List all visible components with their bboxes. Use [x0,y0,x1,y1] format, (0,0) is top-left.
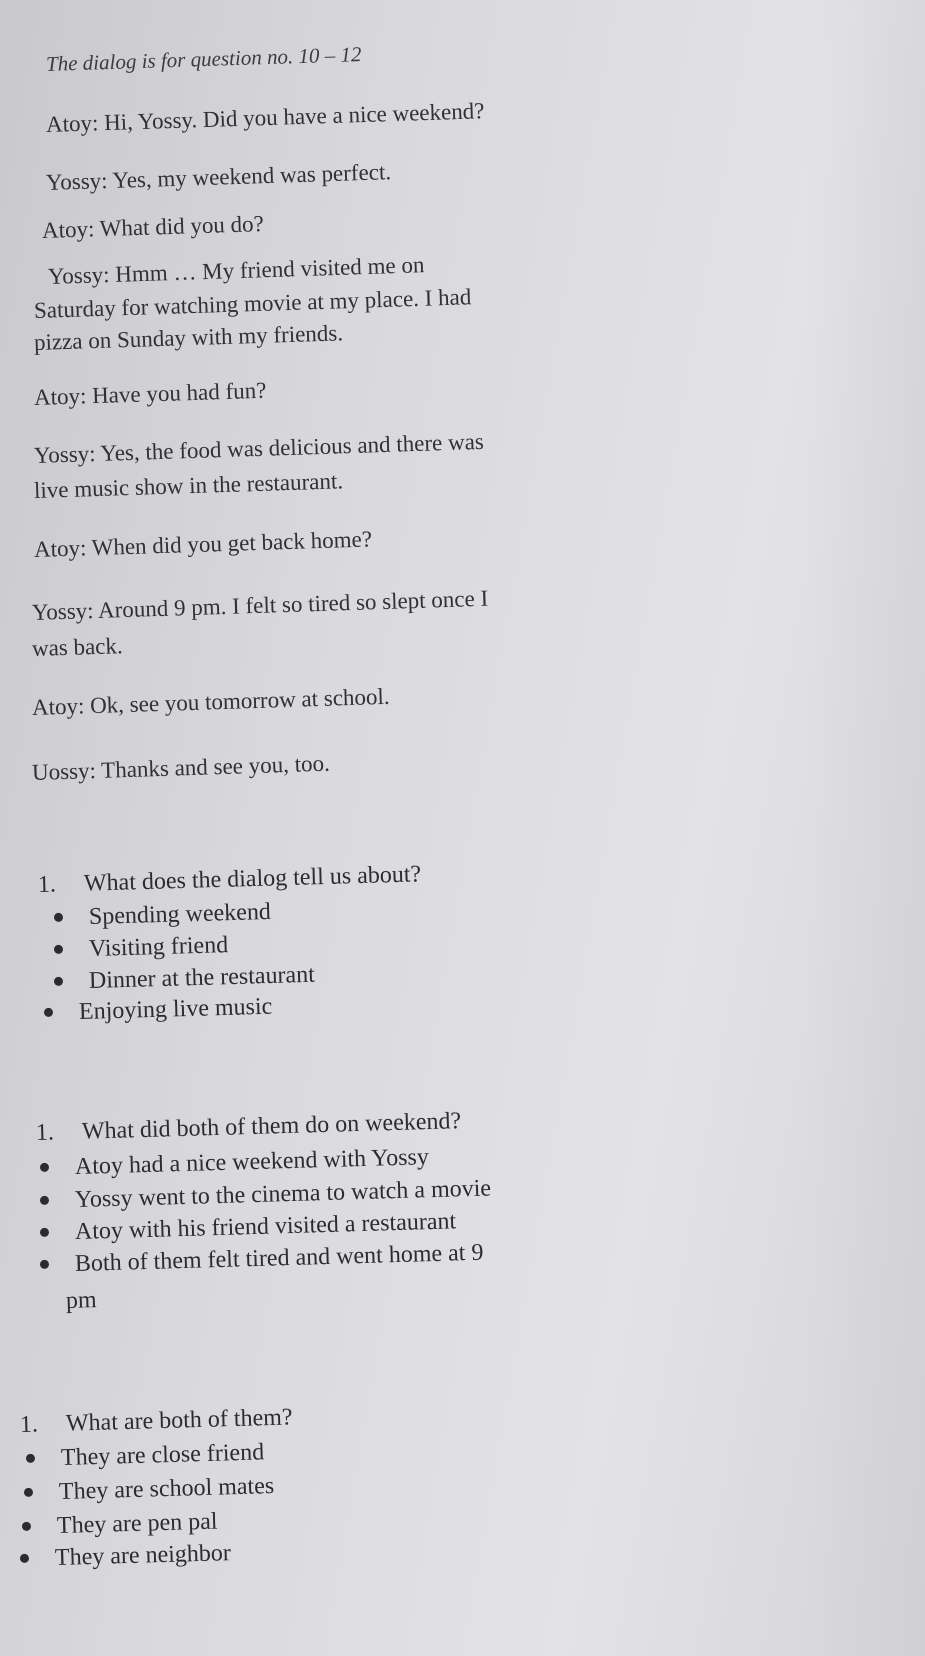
option-text: Spending weekend [88,898,272,931]
dialog-line: Yossy: Hmm … My friend visited me on [47,252,425,289]
dialog-line: Atoy: When did you get back home? [33,526,373,562]
question-2 [36,1108,462,1147]
dialog-line: Saturday for watching movie at my place. I had [33,284,472,323]
question-number: 1. [37,871,57,898]
option-item [54,899,272,932]
option-item [40,1240,484,1279]
dialog-line: Yossy: Yes, the food was delicious and there was [33,428,485,468]
bullet-icon [40,1196,49,1205]
bullet-icon [26,1454,35,1463]
option-item [22,1509,218,1541]
option-text: They are school mates [58,1473,275,1506]
option-item [54,962,316,996]
question-text: What are both of them? [65,1404,293,1437]
option-item [54,932,229,964]
bullet-icon [20,1554,29,1563]
question-number: 1. [19,1411,39,1438]
question-3 [20,1404,293,1439]
option-text: They are neighbor [54,1540,232,1572]
option-text: Atoy had a nice weekend with Yossy [74,1144,430,1181]
option-text: They are close friend [60,1439,265,1472]
option-text: Both of them felt tired and went home at 9 [74,1239,484,1278]
option-item [26,1439,265,1473]
option-text: Atoy with his friend visited a restaurant [74,1208,457,1246]
dialog-line: live music show in the restaurant. [33,468,344,503]
option-text: Dinner at the restaurant [88,961,316,995]
question-text: What does the dialog tell us about? [83,861,422,897]
dialog-line: Atoy: What did you do? [41,211,265,243]
bullet-icon [54,913,63,922]
bullet-icon [40,1228,49,1237]
bullet-icon [22,1522,31,1531]
dialog-line: Uossy: Thanks and see you, too. [31,750,331,785]
option-item [44,994,273,1027]
dialog-line: Atoy: Have you had fun? [33,377,267,410]
paper-shadow [805,0,925,1656]
question-1 [38,861,422,899]
dialog-line: pizza on Sunday with my friends. [33,320,344,355]
dialog-line: was back. [31,633,124,661]
option-item [24,1473,275,1507]
dialog-line: Yossy: Yes, my weekend was perfect. [45,159,392,195]
option-text: Visiting friend [88,932,229,963]
bullet-icon [40,1260,49,1269]
dialog-line: Yossy: Around 9 pm. I felt so tired so slept once I [31,585,489,625]
option-item [20,1540,232,1573]
question-number: 1. [35,1119,55,1146]
dialog-heading: The dialog is for question no. 10 – 12 [45,42,362,76]
bullet-icon [54,945,63,954]
bullet-icon [24,1488,33,1497]
bullet-icon [44,1008,53,1017]
option-text: They are pen pal [56,1508,218,1540]
dialog-line: Atoy: Ok, see you tomorrow at school. [31,683,390,720]
bullet-icon [54,977,63,986]
dialog-line: Atoy: Hi, Yossy. Did you have a nice weekend? [45,98,485,137]
option-text: Yossy went to the cinema to watch a movie [74,1175,492,1214]
question-text: What did both of them do on weekend? [81,1108,462,1145]
bullet-icon [40,1163,49,1172]
option-continuation: pm [65,1287,98,1314]
option-item [40,1144,430,1182]
option-text: Enjoying live music [78,993,273,1026]
